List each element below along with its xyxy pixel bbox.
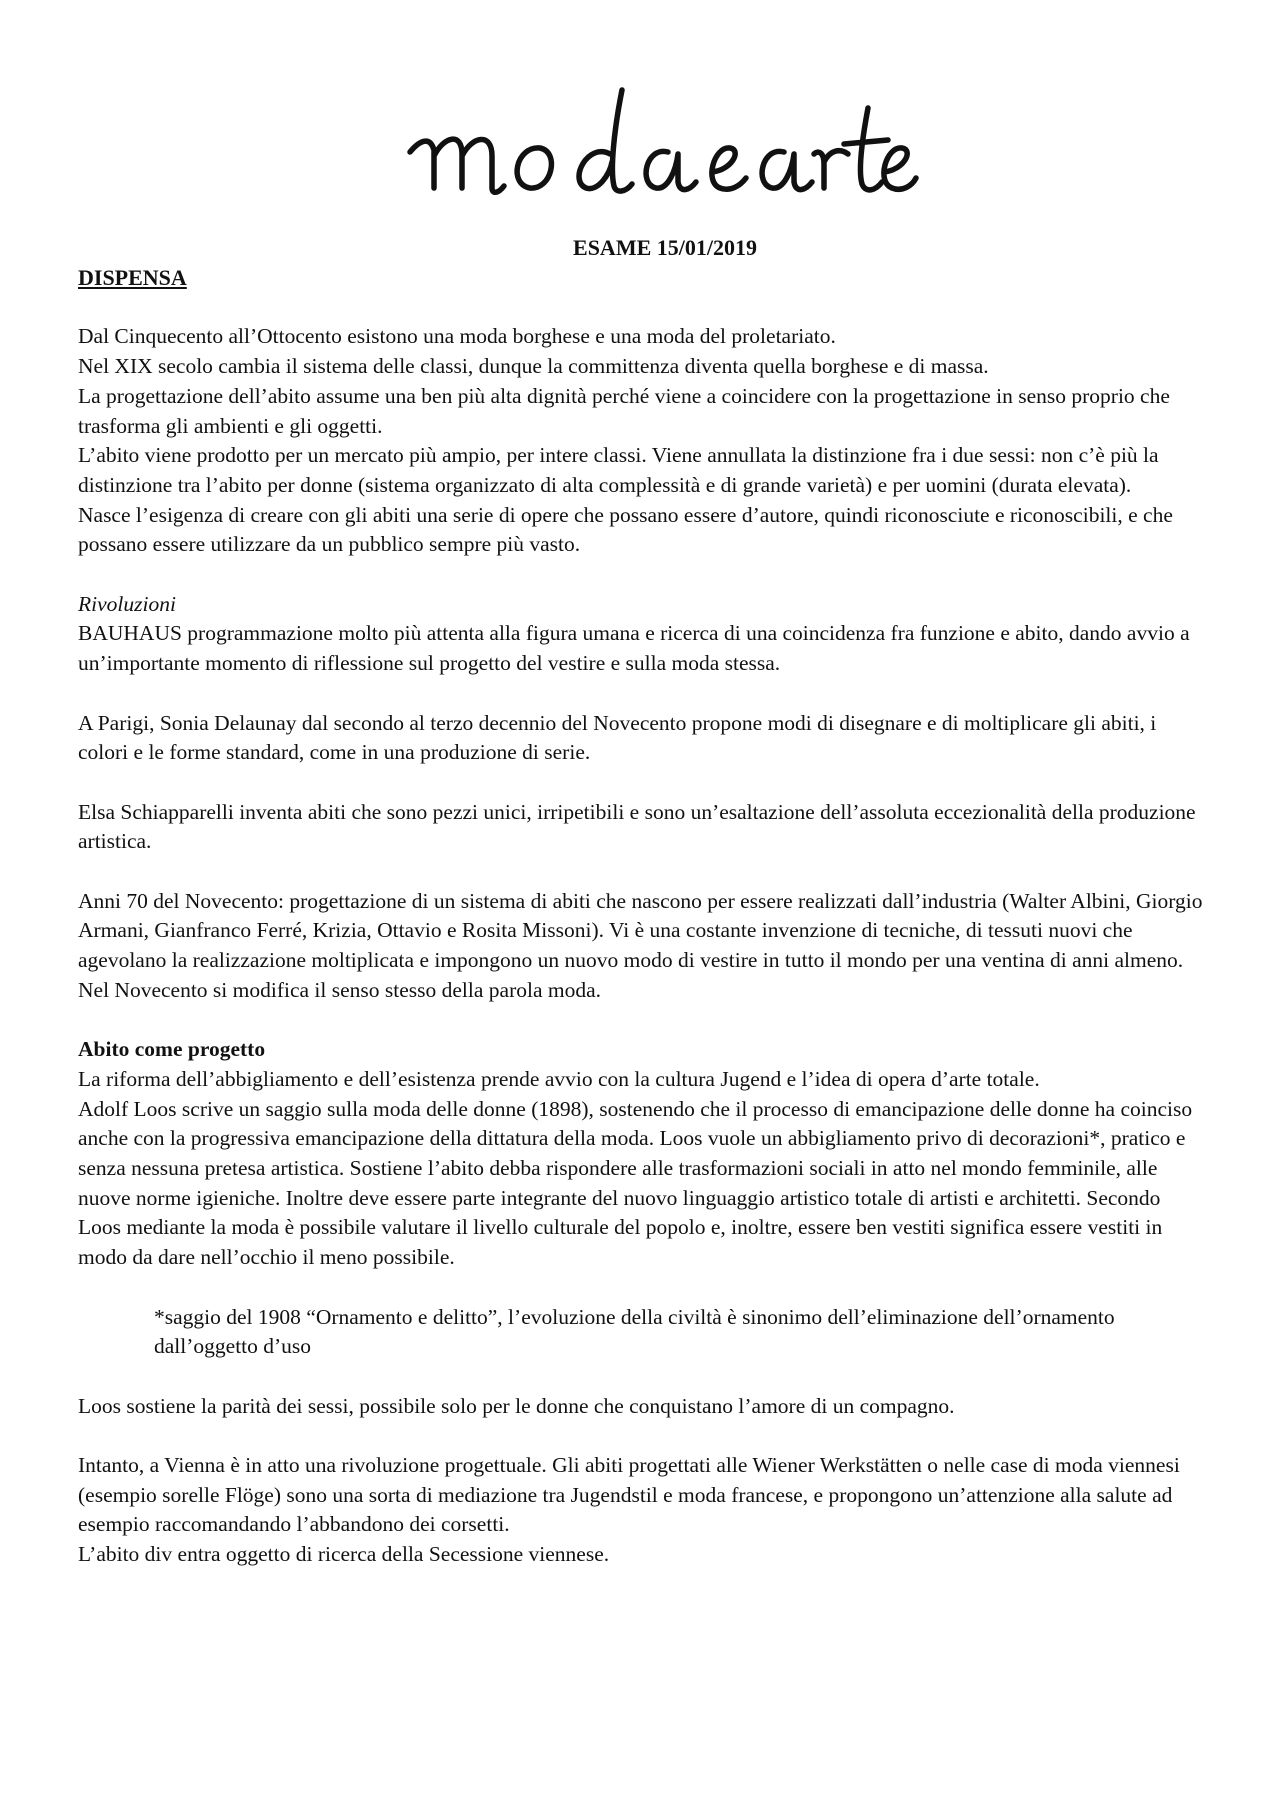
abito-heading: Abito come progetto bbox=[78, 1037, 266, 1062]
footnote-paragraph: *saggio del 1908 “Ornamento e delitto”, l’evoluzione della civiltà è sinonimo dell’eliminazione dell’ornamento dall’oggetto d’uso bbox=[154, 1304, 1115, 1359]
intro-paragraph-5: Nasce l’esigenza di creare con gli abiti una serie di opere che possano essere d’autore, quindi riconosciute e riconoscibili, e che possano essere utilizzare da un pubblico sempre più vasto. bbox=[78, 502, 1173, 557]
intro-paragraph-2: Nel XIX secolo cambia il sistema delle classi, dunque la committenza diventa quella borghese e di massa. bbox=[78, 354, 989, 379]
bauhaus-paragraph: BAUHAUS programmazione molto più attenta alla figura umana e ricerca di una coincidenza fra funzione e abito, dando avvio a un’importante momento di riflessione sul progetto del vestire e sulla moda stessa. bbox=[78, 621, 1190, 676]
spacer bbox=[78, 1273, 1208, 1303]
spacer bbox=[78, 1362, 1208, 1392]
document-body bbox=[78, 263, 1208, 1570]
intro-paragraph-4: L’abito viene prodotto per un mercato più ampio, per intere classi. Viene annullata la distinzione fra i due sessi: non c’è più la distinzione tra l’abito per donne (sistema organizzato di alta complessità e di grande varietà) e per uomini (durata elevata). bbox=[78, 443, 1159, 497]
novecento-paragraph: Nel Novecento si modifica il senso stesso della parola moda. bbox=[78, 977, 602, 1002]
loos-paragraph: Adolf Loos scrive un saggio sulla moda delle donne (1898), sostenendo che il processo di emancipazione delle donne ha coinciso anche con la progressiva emancipazione della dittatura della moda. Loos vuole un abbigliamento privo di decorazioni*, pratico e senza nessuna pretesa artistica. Sostiene l’abito debba rispondere alle trasformazioni sociali in atto nel mondo femminile, alle nuove norme igieniche. Inoltre deve essere parte integrante del nuovo linguaggio artistico totale di artisti e architetti. Secondo Loos mediante la moda è possibile valutare il livello culturale del popolo e, inoltre, essere ben vestiti significa essere vestiti in modo da dare nell’occhio il meno possibile. bbox=[78, 1096, 1193, 1270]
riforma-paragraph: La riforma dell’abbigliamento e dell’esistenza prende avvio con la cultura Jugend e l’idea di opera d’arte totale. bbox=[78, 1066, 1040, 1091]
dispensa-heading: DISPENSA bbox=[78, 265, 187, 290]
secessione-paragraph: L’abito div entra oggetto di ricerca della Secessione viennese. bbox=[78, 1542, 610, 1567]
spacer bbox=[78, 768, 1208, 798]
delaunay-paragraph: A Parigi, Sonia Delaunay dal secondo al terzo decennio del Novecento propone modi di disegnare e di moltiplicare gli abiti, i colori e le forme standard, come in una produzione di serie. bbox=[78, 710, 1157, 765]
spacer bbox=[78, 1006, 1208, 1036]
spacer bbox=[78, 1421, 1208, 1451]
intro-paragraph-3: La progettazione dell’abito assume una ben più alta dignità perché viene a coincidere con la progettazione in senso proprio che trasforma gli ambienti e gli oggetti. bbox=[78, 383, 1170, 438]
spacer bbox=[78, 679, 1208, 709]
anni70-paragraph: Anni 70 del Novecento: progettazione di un sistema di abiti che nascono per essere realizzati dall’industria (Walter Albini, Giorgio Armani, Gianfranco Ferré, Krizia, Ottavio e Rosita Missoni). Vi è una costante invenzione di tecniche, di tessuti nuovi che agevolano la realizzazione moltiplicata e impongono un nuovo modo di vestire in tutto il mondo per una ventina di anni almeno. bbox=[78, 888, 1203, 973]
exam-date-title: ESAME 15/01/2019 bbox=[573, 235, 757, 260]
moda-e-arte-logo bbox=[400, 70, 920, 240]
rivoluzioni-heading: Rivoluzioni bbox=[78, 591, 176, 616]
spacer bbox=[78, 857, 1208, 887]
spacer bbox=[78, 560, 1208, 590]
script-logo-graphic bbox=[400, 70, 920, 240]
parita-paragraph: Loos sostiene la parità dei sessi, possibile solo per le donne che conquistano l’amore di un compagno. bbox=[78, 1393, 955, 1418]
schiapparelli-paragraph: Elsa Schiapparelli inventa abiti che sono pezzi unici, irripetibili e sono un’esaltazione dell’assoluta eccezionalità della produzione artistica. bbox=[78, 799, 1196, 854]
vienna-paragraph: Intanto, a Vienna è in atto una rivoluzione progettuale. Gli abiti progettati alle Wiener Werkstätten o nelle case di moda viennesi (esempio sorelle Flöge) sono una sorta di mediazione tra Jugendstil e moda francese, e propongono un’attenzione alla salute ad esempio raccomandando l’abbandono dei corsetti. bbox=[78, 1452, 1180, 1537]
intro-paragraph-1: Dal Cinquecento all’Ottocento esistono una moda borghese e una moda del proletariato. bbox=[78, 324, 836, 349]
